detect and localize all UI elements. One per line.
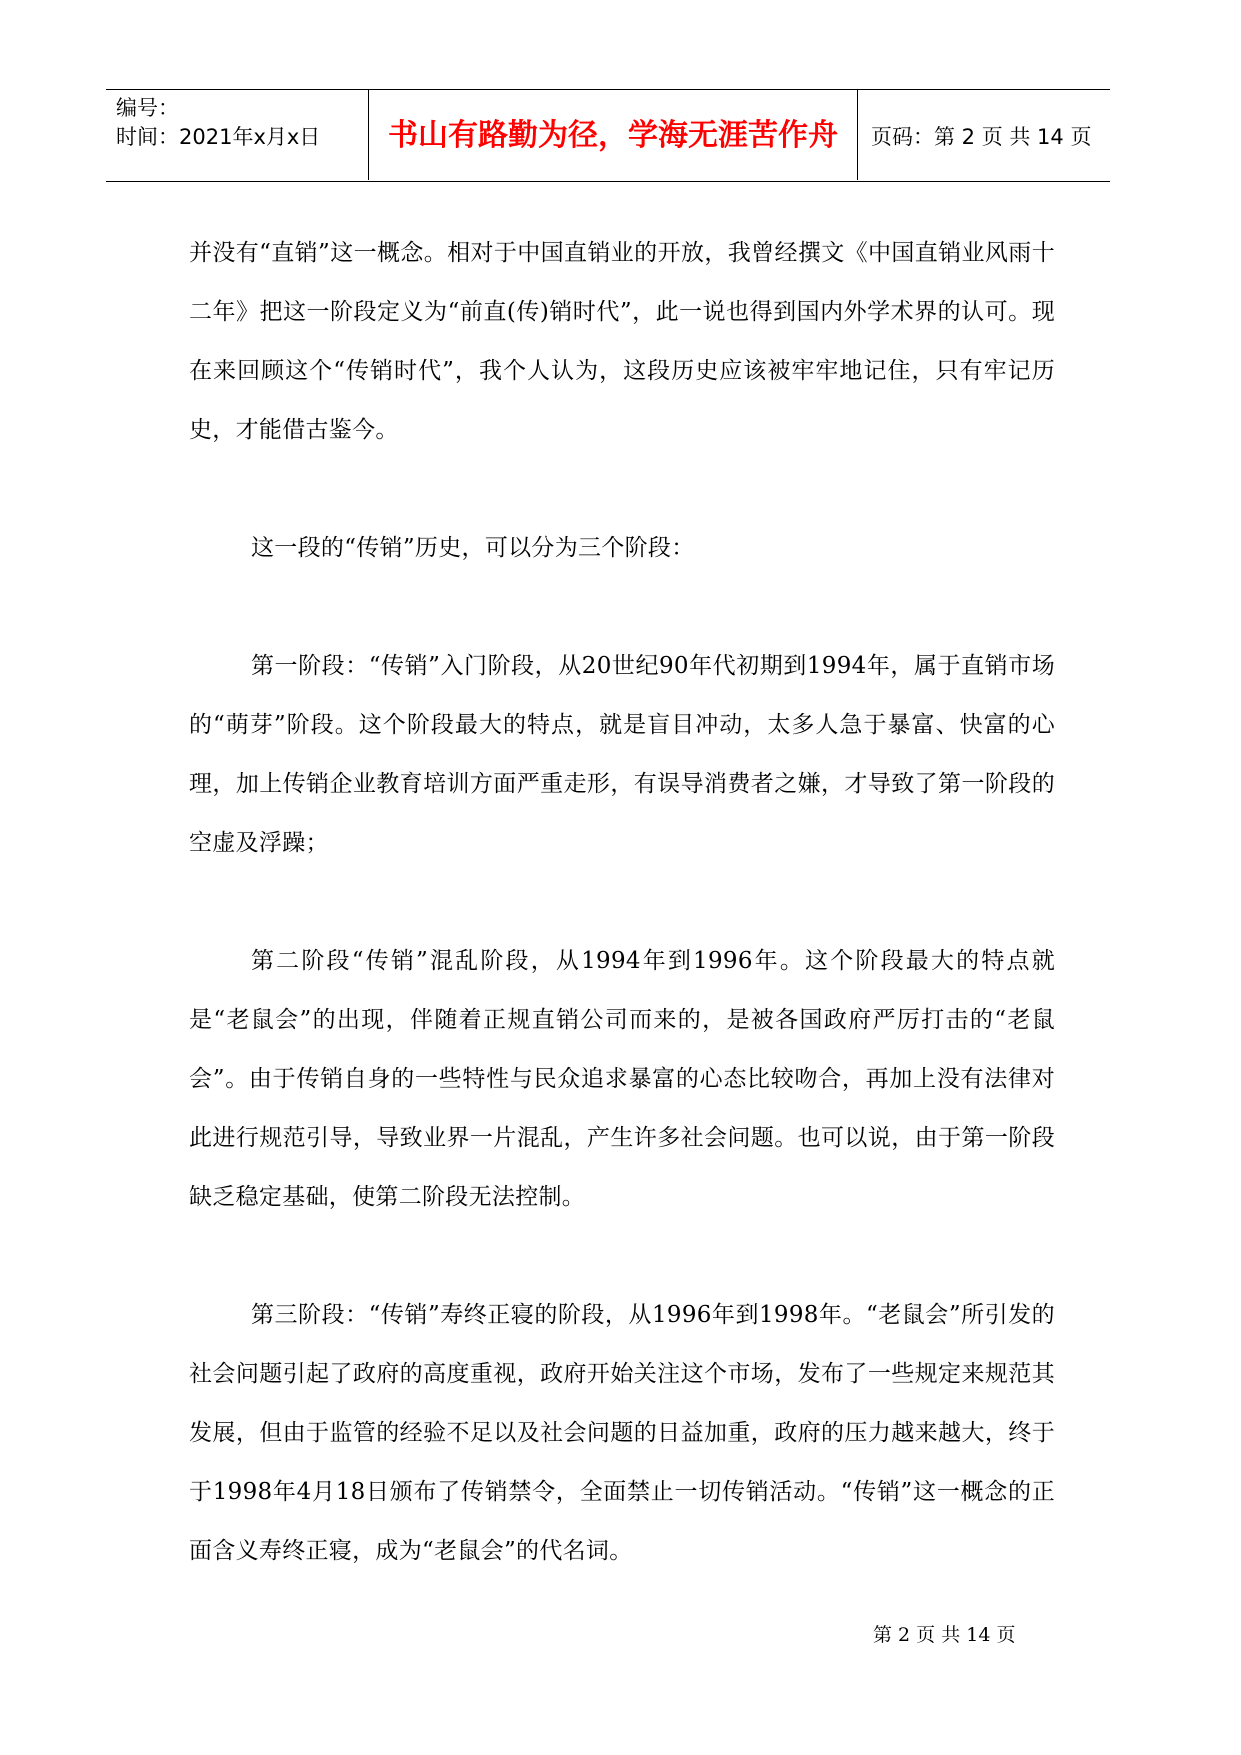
document-number-label: 编号： — [116, 96, 179, 120]
page-footer: 第 2 页 共 14 页 — [873, 1624, 1016, 1646]
header-divider — [368, 90, 369, 180]
header-divider — [857, 90, 858, 180]
header-meta — [116, 94, 366, 152]
body-paragraph: 第二阶段“传销”混乱阶段，从1994年到1996年。这个阶段最大的特点就是“老鼠会”的出现，伴随着正规直销公司而来的，是被各国政府严厉打击的“老鼠会”。由于传销自身的一些特性与民众追求暴富的心态比较吻合，再加上没有法律对此进行规范引导，导致业界一片混乱，产生许多社会问题。也可以说，由于第一阶段缺乏稳定基础，使第二阶段无法控制。 — [189, 948, 1055, 1210]
document-body — [189, 224, 1055, 1640]
body-paragraph: 这一段的“传销”历史，可以分为三个阶段： — [251, 535, 695, 561]
document-time-label: 时间：2021年x月x日 — [116, 125, 321, 149]
body-paragraph: 并没有“直销”这一概念。相对于中国直销业的开放，我曾经撰文《中国直销业风雨十二年》把这一阶段定义为“前直(传)销时代”，此一说也得到国内外学术界的认可。现在来回顾这个“传销时代”，我个人认为，这段历史应该被牢牢地记住，只有牢记历史，才能借古鉴今。 — [189, 240, 1055, 443]
header-page-info: 页码：第 2 页 共 14 页 — [871, 125, 1092, 149]
body-paragraph: 第一阶段：“传销”入门阶段，从20世纪90年代初期到1994年，属于直销市场的“萌芽”阶段。这个阶段最大的特点，就是盲目冲动，太多人急于暴富、快富的心理，加上传销企业教育培训方面严重走形，有误导消费者之嫌，才导致了第一阶段的空虚及浮躁； — [189, 653, 1055, 856]
body-paragraph: 第三阶段：“传销”寿终正寝的阶段，从1996年到1998年。“老鼠会”所引发的社会问题引起了政府的高度重视，政府开始关注这个市场，发布了一些规定来规范其发展，但由于监管的经验不足以及社会问题的日益加重，政府的压力越来越大，终于于1998年4月18日颁布了传销禁令，全面禁止一切传销活动。“传销”这一概念的正面含义寿终正寝，成为“老鼠会”的代名词。 — [189, 1302, 1055, 1564]
header-motto: 书山有路勤为径，学海无涯苦作舟 — [388, 118, 838, 153]
page-header — [106, 89, 1110, 182]
